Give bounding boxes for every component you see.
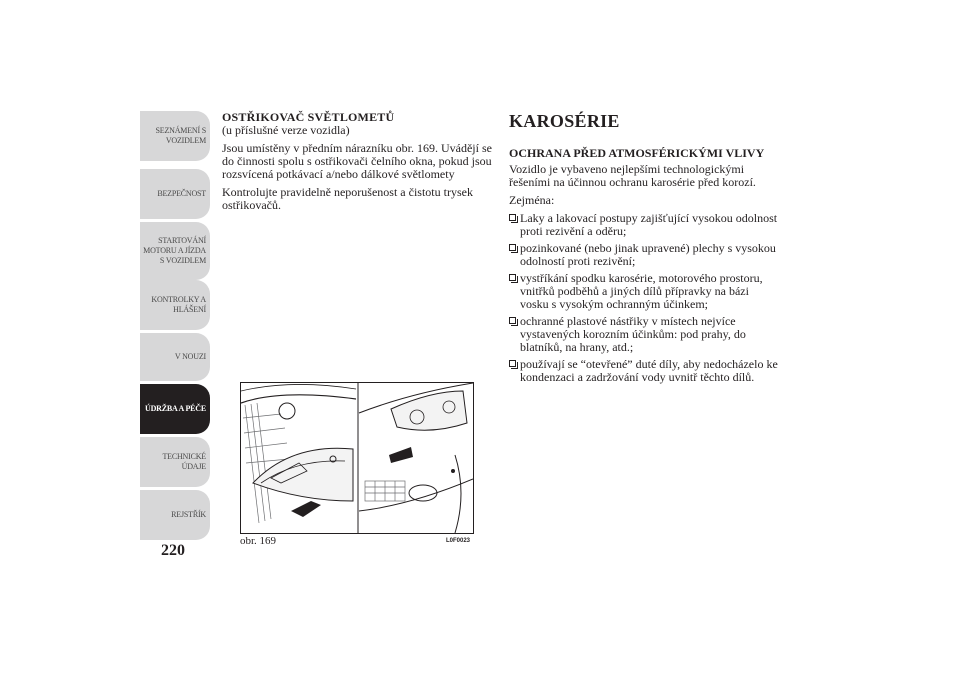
list-item <box>509 242 779 268</box>
tab-rejstrik[interactable] <box>140 490 210 540</box>
section-heading: OCHRANA PŘED ATMOSFÉRICKÝMI VLIVY <box>509 146 765 160</box>
tab-label: V NOUZI <box>174 352 206 361</box>
list-item-text: používají se “otevřené” duté díly, aby nedocházelo ke kondenzaci a zadržování vody uvnitř těchto dílů. <box>520 357 778 384</box>
tab-kontrolky[interactable] <box>140 280 210 330</box>
intro-paragraph: Vozidlo je vybaveno nejlepšími technologickými řešeními na účinnou ochranu karosérie před korozí. <box>509 162 756 189</box>
tab-label: ÚDRŽBA A PÉČE <box>145 404 206 413</box>
list-item-text: ochranné plastové nástřiky v místech nejvíce vystavených korozním účinkům: pod prahy, do blatníků, na hrany, atd.; <box>520 314 746 354</box>
list-item <box>509 358 779 384</box>
paragraph: Kontrolujte pravidelně neporušenost a čistotu trysek ostřikovačů. <box>222 185 473 212</box>
left-column <box>222 111 492 217</box>
tab-v-nouzi[interactable] <box>140 333 210 381</box>
paragraph: Jsou umístěny v předním nárazníku obr. 169. Uvádějí se do činnosti spolu s ostřikovači čelního okna, pokud jsou rozsvícená potkávací a/nebo dálkové světlomety <box>222 141 492 181</box>
section-subheading: (u příslušné verze vozidla) <box>222 123 350 137</box>
tab-label: KONTROLKY A HLÁŠENÍ <box>151 295 206 314</box>
figure-headlight-washer <box>240 382 474 534</box>
checkbox-bullet-icon <box>509 244 516 251</box>
tab-label: BEZPEČNOST <box>157 189 206 198</box>
checkbox-bullet-icon <box>509 360 516 367</box>
tab-udrzba[interactable] <box>140 384 210 434</box>
tab-label: SEZNÁMENÍ S VOZIDLEM <box>155 126 206 145</box>
tab-seznameni[interactable] <box>140 111 210 161</box>
tab-label: STARTOVÁNÍ MOTORU A JÍZDA S VOZIDLEM <box>143 236 206 265</box>
checkbox-bullet-icon <box>509 274 516 281</box>
protection-list <box>509 212 779 384</box>
chapter-title: KAROSÉRIE <box>509 111 620 131</box>
figure-caption: obr. 169 <box>240 535 277 547</box>
tab-startovani[interactable] <box>140 222 210 280</box>
tab-bezpecnost[interactable] <box>140 169 210 219</box>
car-front-illustration <box>241 383 473 533</box>
checkbox-bullet-icon <box>509 317 516 324</box>
lead-text: Zejména: <box>509 193 555 207</box>
page-number: 220 <box>161 542 185 559</box>
right-column <box>509 111 779 388</box>
list-item <box>509 315 779 354</box>
list-item-text: vystříkání spodku karosérie, motorového prostoru, vnitřků podběhů a jiných dílů přípravky na bázi vosku s vysokým ochranným účinkem; <box>520 271 763 311</box>
list-item-text: Laky a lakovací postupy zajišťující vysokou odolnost proti rezivění a oděru; <box>520 211 778 238</box>
list-item <box>509 272 779 311</box>
list-item-text: pozinkované (nebo jinak upravené) plechy s vysokou odolností proti rezivění; <box>520 241 776 268</box>
checkbox-bullet-icon <box>509 214 516 221</box>
list-item <box>509 212 779 238</box>
tab-label: REJSTŘÍK <box>171 510 206 519</box>
figure-code: L0F0023 <box>446 538 471 544</box>
tab-label: TECHNICKÉ ÚDAJE <box>162 452 206 471</box>
tab-technicke[interactable] <box>140 437 210 487</box>
section-heading: OSTŘIKOVAČ SVĚTLOMETŮ <box>222 110 395 124</box>
